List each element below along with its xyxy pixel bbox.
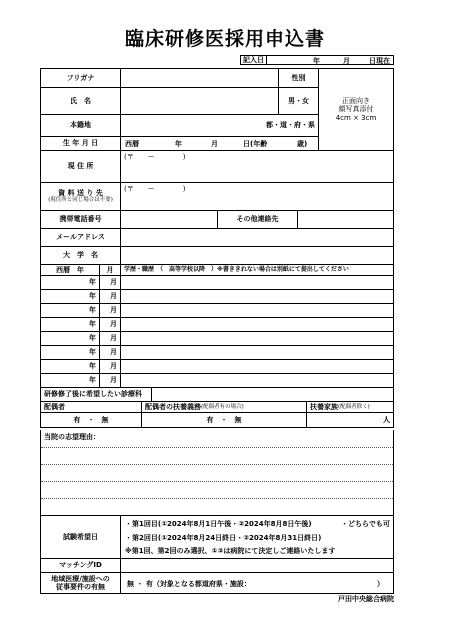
dept-label: 研修修了後に希望したい診療科 bbox=[40, 388, 152, 402]
history-year-cell[interactable]: 年 bbox=[40, 332, 100, 346]
spouse-value[interactable]: 有 ・ 無 bbox=[40, 413, 142, 428]
honseki-field[interactable]: 都・道・府・県 bbox=[121, 115, 319, 137]
fill-date-year: 年 bbox=[313, 57, 320, 65]
spouse-label: 配偶者 bbox=[40, 402, 142, 413]
history-entry[interactable] bbox=[121, 276, 394, 290]
history-year-cell[interactable]: 年 bbox=[40, 374, 100, 388]
address-label: 現 住 所 bbox=[40, 151, 121, 183]
support-value[interactable]: 有 ・ 無 bbox=[142, 413, 307, 428]
address-field[interactable] bbox=[121, 151, 394, 183]
history-year-cell[interactable]: 年 bbox=[40, 290, 100, 304]
history-month-cell[interactable]: 月 bbox=[100, 290, 121, 304]
history-header: 学歴・職歴 （ 高等学校以降 ）※書ききれない場合は別紙にて提出してください bbox=[121, 265, 394, 276]
exam-line2[interactable]: ・第2回目(①2024年8月24日終日・②2024年8月31日終日) bbox=[125, 534, 322, 542]
history-year-cell[interactable]: 年 bbox=[40, 346, 100, 360]
exam-line3: ※第1回、第2回のみ選択、①②は病院にて決定しご連絡いたします bbox=[125, 547, 336, 555]
fill-date-day: 日現在 bbox=[369, 57, 390, 65]
history-entry[interactable] bbox=[121, 374, 394, 388]
region-close: ） bbox=[377, 580, 384, 588]
name-field[interactable] bbox=[121, 88, 279, 115]
mail-to-postal: (〒 ー ) bbox=[124, 185, 186, 193]
hospital-name: 戸田中央総合病院 bbox=[338, 595, 394, 603]
support-label: 配偶者の扶養義務 bbox=[145, 402, 201, 411]
mobile-field[interactable] bbox=[121, 211, 218, 229]
history-month-cell[interactable]: 月 bbox=[100, 276, 121, 290]
application-form bbox=[40, 55, 394, 594]
history-year-cell[interactable]: 年 bbox=[40, 304, 100, 318]
furigana-field[interactable] bbox=[121, 68, 279, 88]
dependents-label-cell bbox=[307, 402, 394, 413]
history-month-cell[interactable]: 月 bbox=[100, 304, 121, 318]
form-title: 臨床研修医採用申込書 bbox=[124, 28, 325, 50]
photo-line3: 4cm × 3cm bbox=[335, 113, 377, 122]
exam-line1[interactable]: ・第1回目(①2024年8月1日午後・②2024年8月8日午後) bbox=[125, 520, 312, 528]
history-entry[interactable] bbox=[121, 346, 394, 360]
honseki-label: 本籍地 bbox=[40, 115, 121, 137]
furigana-label: フリガナ bbox=[40, 68, 121, 88]
history-month-header: 月 bbox=[100, 265, 121, 276]
history-entry[interactable] bbox=[121, 360, 394, 374]
motive-line bbox=[41, 464, 393, 465]
history-month-cell[interactable]: 月 bbox=[100, 318, 121, 332]
dependents-label: 扶養家族 bbox=[310, 402, 338, 411]
fill-date-field[interactable] bbox=[267, 55, 394, 65]
region-field[interactable] bbox=[121, 573, 394, 594]
birth-label: 生 年 月 日 bbox=[40, 137, 121, 151]
history-entry[interactable] bbox=[121, 290, 394, 304]
history-month-cell[interactable]: 月 bbox=[100, 332, 121, 346]
history-era-header: 西暦 年 bbox=[40, 265, 100, 276]
dept-field[interactable] bbox=[152, 388, 394, 402]
email-label: メールアドレス bbox=[40, 229, 121, 247]
mail-to-title: 資 料 送 り 先 bbox=[58, 189, 103, 198]
address-postal: (〒 ー ) bbox=[124, 153, 186, 161]
matching-field[interactable] bbox=[121, 559, 394, 573]
region-label bbox=[40, 573, 121, 594]
dependents-value[interactable]: 人 bbox=[307, 413, 394, 428]
email-field[interactable] bbox=[121, 229, 394, 247]
exam-options[interactable] bbox=[121, 516, 394, 559]
birth-month: 月 bbox=[211, 140, 218, 148]
motive-line bbox=[41, 447, 393, 448]
name-label: 氏 名 bbox=[40, 88, 121, 115]
support-note: (配偶者有の場合) bbox=[201, 403, 244, 410]
photo-box[interactable] bbox=[319, 68, 394, 151]
birth-day: 日(年齢 bbox=[243, 140, 268, 148]
history-year-cell[interactable]: 年 bbox=[40, 360, 100, 374]
gender-label: 性別 bbox=[279, 68, 319, 88]
birth-age: 歳) bbox=[297, 140, 308, 148]
gender-value[interactable]: 男・女 bbox=[279, 88, 319, 115]
birth-year: 年 bbox=[175, 140, 182, 148]
history-entry[interactable] bbox=[121, 318, 394, 332]
photo-line2: 顔写真添付 bbox=[338, 105, 374, 114]
birth-era: 西暦 bbox=[125, 140, 139, 148]
mail-to-field[interactable] bbox=[121, 183, 394, 211]
motive-label: 当院の志望理由： bbox=[44, 433, 100, 441]
history-entry[interactable] bbox=[121, 332, 394, 346]
other-contact-field[interactable] bbox=[298, 211, 394, 229]
region-label-line1: 地域医療/施設への bbox=[51, 574, 110, 583]
matching-label: マッチングID bbox=[40, 559, 121, 573]
exam-label: 試験希望日 bbox=[40, 516, 121, 559]
university-field[interactable] bbox=[121, 247, 394, 265]
mobile-label: 携帯電話番号 bbox=[40, 211, 121, 229]
exam-either[interactable]: ・どちらでも可 bbox=[341, 520, 390, 528]
history-month-cell[interactable]: 月 bbox=[100, 346, 121, 360]
fill-date-month: 月 bbox=[343, 57, 350, 65]
mail-to-note: (現住所と同じ場合は不要) bbox=[48, 197, 113, 204]
support-label-cell bbox=[142, 402, 307, 413]
history-month-cell[interactable]: 月 bbox=[100, 360, 121, 374]
motive-line bbox=[41, 481, 393, 482]
other-contact-label: その他連絡先 bbox=[218, 211, 298, 229]
mail-to-label bbox=[40, 183, 121, 211]
photo-line1: 正面向き bbox=[342, 97, 370, 106]
history-year-cell[interactable]: 年 bbox=[40, 276, 100, 290]
motive-area[interactable] bbox=[40, 430, 394, 516]
history-month-cell[interactable]: 月 bbox=[100, 374, 121, 388]
history-entry[interactable] bbox=[121, 304, 394, 318]
region-label-line2: 従事要件の有無 bbox=[56, 583, 105, 591]
university-label: 大 学 名 bbox=[40, 247, 121, 265]
birth-field[interactable] bbox=[121, 137, 319, 151]
dependents-note: (配偶者除く) bbox=[338, 403, 370, 410]
fill-date-label: 記入日 bbox=[240, 55, 267, 65]
region-value[interactable]: 無 ・ 有（対象となる都道府県・施設： bbox=[127, 580, 251, 588]
history-year-cell[interactable]: 年 bbox=[40, 318, 100, 332]
motive-line bbox=[41, 498, 393, 499]
